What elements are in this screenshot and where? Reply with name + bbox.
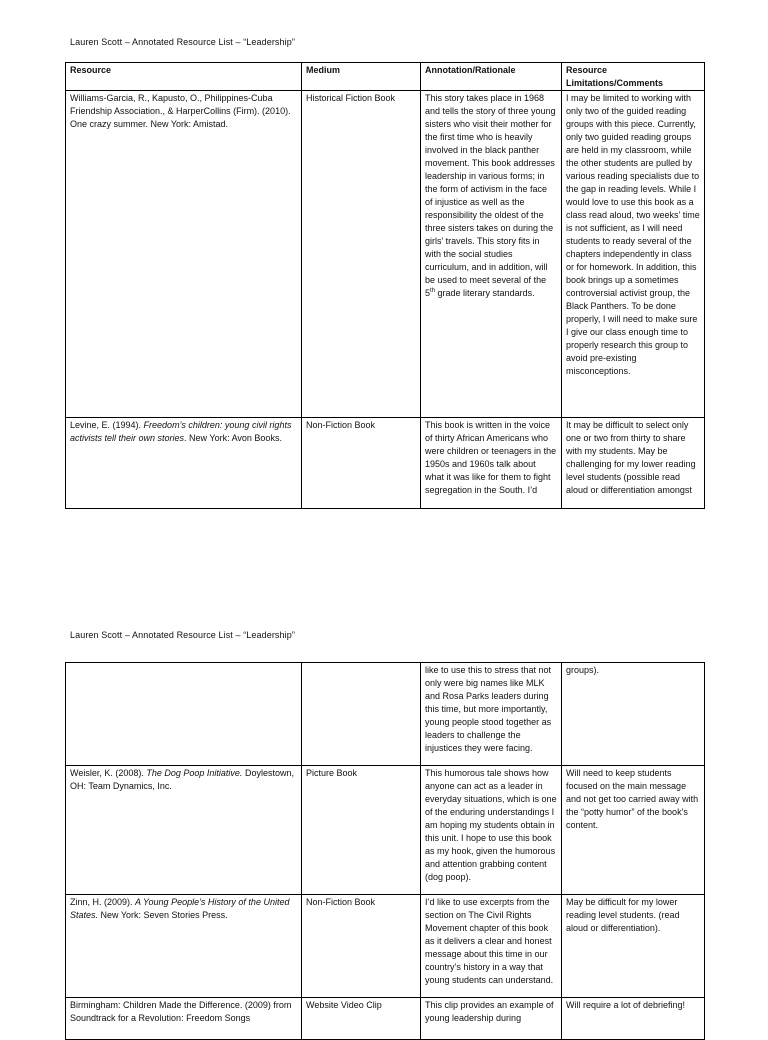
resource-cell [66, 895, 302, 998]
citation-publisher: . New York: Avon Books. [184, 433, 282, 443]
resource-cell [66, 766, 302, 895]
annotation-cell: I’d like to use excerpts from the section on The Civil Rights Movement chapter of this book as it delivers a clear and honest message about this time in our country’s history in a way that young students can understand. [421, 895, 562, 998]
citation-publisher: Doylestown, OH: Team Dynamics, Inc. [70, 768, 294, 791]
citation-title: The Dog Poop Initiative. [146, 768, 243, 778]
citation-title: Freedom’s children: young civil rights activists tell their own stories [70, 420, 292, 443]
superscript-th: th [430, 288, 436, 294]
annotation-cell: This book is written in the voice of thirty African Americans who were children or teenagers in the 1950s and 1960s talk about what it was like for them to fight segregation in the South. I’d [421, 418, 562, 509]
annotation-cell: This clip provides an example of young leadership during [421, 998, 562, 1040]
table-row [66, 998, 705, 1040]
medium-cell: Website Video Clip [302, 998, 421, 1040]
annotation-text-before-superscript: This story takes place in 1968 and tells the story of three young sisters who visit their mother for the first time who is heavily involved in the black panther movement. This book addresses leadership in various forms; in the form of activism in the face of injustice as well as the responsibility the oldest of the three sisters takes on during the girls’ travels. This story fits in with the social studies curriculum, and in addition, will be used to meet several of the 5 [425, 93, 556, 298]
comments-cell: Will need to keep students focused on the main message and not get too carried away with the “potty humor” of the book’s content. [562, 766, 705, 895]
medium-cell: Picture Book [302, 766, 421, 895]
medium-cell: Non-Fiction Book [302, 895, 421, 998]
medium-cell: Non-Fiction Book [302, 418, 421, 509]
resource-cell: Birmingham: Children Made the Difference. (2009) from Soundtrack for a Revolution: Freedom Songs [66, 998, 302, 1040]
comments-cell: groups). [562, 663, 705, 766]
column-header-medium: Medium [302, 63, 421, 91]
page-header: Lauren Scott – Annotated Resource List – “Leadership” [70, 37, 295, 47]
column-header-resource: Resource [66, 63, 302, 91]
resource-cell [66, 663, 302, 766]
annotation-cell: like to use this to stress that not only were big names like MLK and Rosa Parks leaders during this time, but more importantly, young people stood together as leaders to challenge the injustices they were facing. [421, 663, 562, 766]
annotation-cell: This humorous tale shows how anyone can act as a leader in everyday situations, which is one of the enduring understandings I am hoping my students obtain in this unit. I hope to use this book as my hook, given the humorous and attention grabbing content (dog poop). [421, 766, 562, 895]
table-row [66, 418, 705, 509]
table-row [66, 91, 705, 418]
comments-cell: May be difficult for my lower reading level students. (read aloud or differentiation). [562, 895, 705, 998]
annotation-cell [421, 91, 562, 418]
table-header-row [66, 63, 705, 91]
resource-table-continued [65, 662, 705, 1040]
resource-cell [66, 91, 302, 418]
page-header: Lauren Scott – Annotated Resource List – “Leadership” [70, 630, 295, 640]
resource-cell [66, 418, 302, 509]
citation: Williams-Garcia, R., Kapusto, O., Philippines-Cuba Friendship Association., & HarperCollins (Firm). (2010). One crazy summer. New York: Amistad. [70, 93, 291, 129]
comments-cell: It may be difficult to select only one or two from thirty to share with my students. May be challenging for my lower reading level students (possible read aloud or differentiation amongst [562, 418, 705, 509]
citation-author: Levine, E. (1994). [70, 420, 144, 430]
medium-cell: Historical Fiction Book [302, 91, 421, 418]
comments-cell: I may be limited to working with only two of the guided reading groups with this piece. Currently, only two guided reading groups are held in my classroom, while the other students are pulled by various reading specialists due to the gap in reading levels. While I would love to use this book as a class read aloud, two weeks’ time is not sufficient, as I will need students to ready several of the chapters independently in class or for homework. In addition, this book brings up a sometimes controversial activist group, the Black Panthers. To be done properly, I will need to make sure I give our class enough time to properly research this group to avoid pre-existing misconceptions. [562, 91, 705, 418]
table-row [66, 766, 705, 895]
resource-table [65, 62, 705, 509]
citation-author: Weisler, K. (2008). [70, 768, 147, 778]
table-row [66, 895, 705, 998]
citation-author: Zinn, H. (2009). [70, 897, 136, 907]
table-row [66, 663, 705, 766]
citation-title: A Young People’s History of the United States. [70, 897, 290, 920]
comments-cell: Will require a lot of debriefing! [562, 998, 705, 1040]
citation-publisher: New York: Seven Stories Press. [98, 910, 228, 920]
column-header-annotation: Annotation/Rationale [421, 63, 562, 91]
annotation-text-after-superscript: grade literary standards. [435, 288, 535, 298]
column-header-comments: Resource Limitations/Comments [562, 63, 705, 91]
medium-cell [302, 663, 421, 766]
